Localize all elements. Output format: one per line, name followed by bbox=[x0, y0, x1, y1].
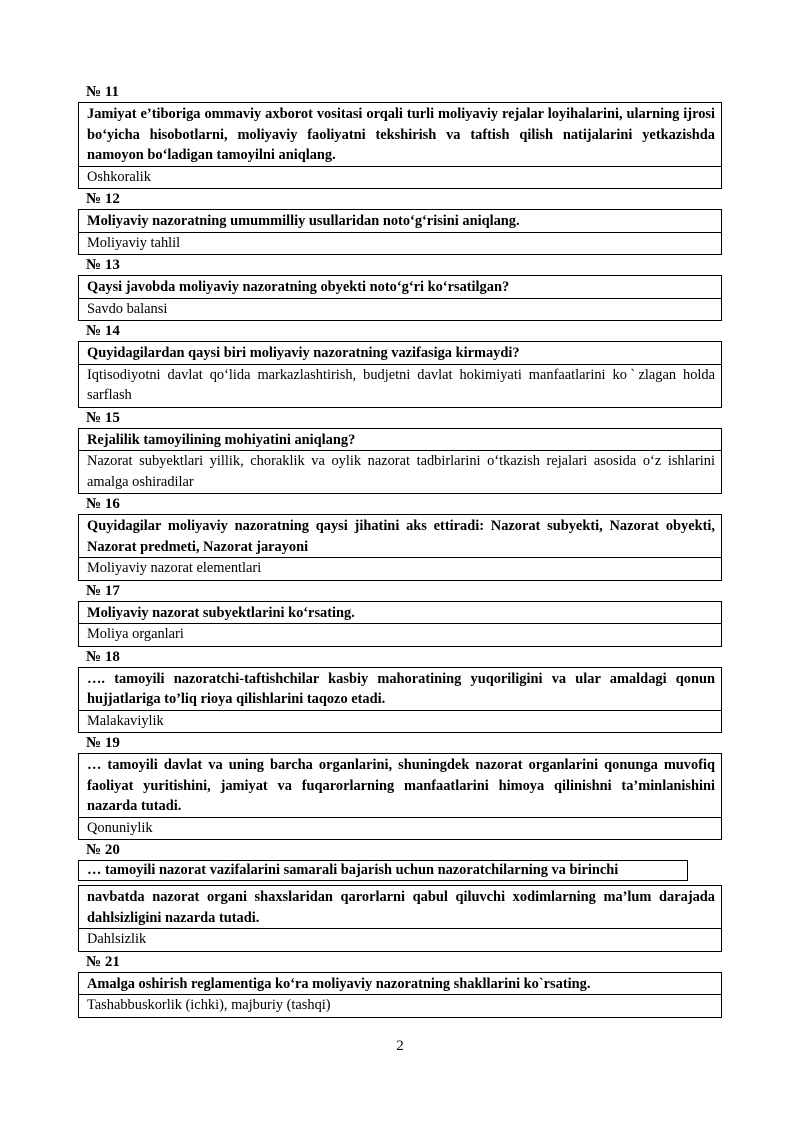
question-item bbox=[78, 647, 722, 734]
question-text: …. tamoyili nazoratchi-taftishchilar kasbiy mahoratining yuqoriligini va ular amaldagi qonun hujjatlariga to’liq rioya qilishlarini taqozo etadi. bbox=[78, 667, 722, 711]
question-item bbox=[78, 189, 722, 255]
question-number: № 11 bbox=[86, 84, 119, 100]
question-item bbox=[78, 494, 722, 581]
question-text: Rejalilik tamoyilining mohiyatini aniqlang? bbox=[78, 428, 722, 452]
question-number: № 13 bbox=[86, 257, 120, 273]
answer-text: Moliyaviy tahlil bbox=[78, 233, 722, 256]
question-text: Quyidagilar moliyaviy nazoratning qaysi jihatini aks ettiradi: Nazorat subyekti, Nazorat obyekti, Nazorat predmeti, Nazorat jarayoni bbox=[78, 514, 722, 558]
question-item bbox=[78, 952, 722, 1018]
answer-text: Moliyaviy nazorat elementlari bbox=[78, 558, 722, 581]
question-text-first-line: … tamoyili nazorat vazifalarini samarali bajarish uchun nazoratchilarning va birinchi bbox=[78, 860, 688, 881]
question-text: Moliyaviy nazoratning umummilliy usullaridan noto‘g‘risini aniqlang. bbox=[78, 209, 722, 233]
question-text: Quyidagilardan qaysi biri moliyaviy nazoratning vazifasiga kirmaydi? bbox=[78, 341, 722, 365]
answer-text: Oshkoralik bbox=[78, 167, 722, 190]
answer-text: Savdo balansi bbox=[78, 299, 722, 322]
question-number: № 14 bbox=[86, 323, 120, 339]
question-item bbox=[78, 321, 722, 408]
answer-text: Malakaviylik bbox=[78, 711, 722, 734]
answer-text: Moliya organlari bbox=[78, 624, 722, 647]
question-item bbox=[78, 255, 722, 321]
question-number: № 17 bbox=[86, 582, 120, 599]
question-text-continuation: navbatda nazorat organi shaxslaridan qarorlarni qabul qiluvchi xodimlarning ma’lum darajada dahlsizligini nazarda tutadi. bbox=[78, 885, 722, 929]
question-item bbox=[78, 82, 722, 189]
question-number: № 16 bbox=[86, 496, 120, 512]
page-number: 2 bbox=[396, 1038, 404, 1054]
question-number: № 18 bbox=[86, 648, 120, 665]
question-number: № 19 bbox=[86, 735, 120, 751]
question-text: Amalga oshirish reglamentiga ko‘ra moliyaviy nazoratning shakllarini koˋrsating. bbox=[78, 972, 722, 996]
question-number: № 12 bbox=[86, 191, 120, 207]
answer-text: Dahlsizlik bbox=[78, 929, 722, 952]
question-text: Qaysi javobda moliyaviy nazoratning obyekti noto‘g‘ri ko‘rsatilgan? bbox=[78, 275, 722, 299]
answer-text: Tashabbuskorlik (ichki), majburiy (tashqi) bbox=[78, 995, 722, 1018]
question-item bbox=[78, 840, 722, 952]
question-number: № 20 bbox=[86, 842, 120, 858]
question-item bbox=[78, 581, 722, 647]
answer-text: Nazorat subyektlari yillik, choraklik va oylik nazorat tadbirlarini o‘tkazish rejalari asosida o‘z ishlarini amalga oshiradilar bbox=[78, 451, 722, 494]
question-number: № 21 bbox=[86, 953, 120, 970]
question-list bbox=[78, 82, 722, 1018]
question-text: Moliyaviy nazorat subyektlarini ko‘rsating. bbox=[78, 601, 722, 625]
answer-text: Iqtisodiyotni davlat qo‘lida markazlashtirish, budjetni davlat hokimiyati manfaatlarini koˋzlagan holda sarflash bbox=[78, 365, 722, 408]
question-item bbox=[78, 408, 722, 495]
answer-text: Qonuniylik bbox=[78, 818, 722, 841]
question-number: № 15 bbox=[86, 409, 120, 426]
question-text: … tamoyili davlat va uning barcha organlarini, shuningdek nazorat organlarini qonunga muvofiq faoliyat yuritishini, jamiyat va fuqarorlarning manfaatlarini himoya qilinishni ta’minlanishini nazarda tutadi. bbox=[78, 753, 722, 818]
question-item bbox=[78, 733, 722, 840]
question-text: Jamiyat e’tiboriga ommaviy axborot vositasi orqali turli moliyaviy rejalar loyihalarini, ularning ijrosi bo‘yicha hisobotlarni, moliyaviy faoliyatni tekshirish va taftish qilish natijalarini yetkazishda namoyon bo‘ladigan tamoyilni aniqlang. bbox=[78, 102, 722, 167]
